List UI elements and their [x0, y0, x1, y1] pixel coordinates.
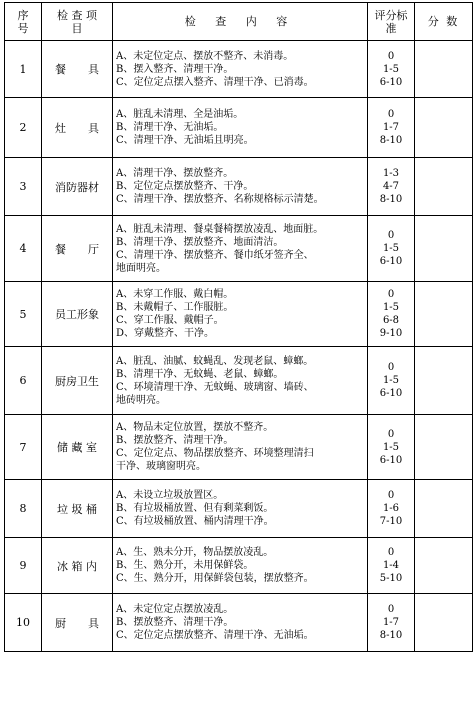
table-row [5, 282, 473, 347]
content-line: A、清理干净、摆放整齐。 [116, 168, 234, 179]
row-number: 3 [5, 158, 42, 216]
score-range: 0 [387, 547, 395, 558]
scoring-criteria [368, 347, 415, 415]
content-line: A、生、熟未分开，物品摆放凌乱。 [116, 547, 274, 558]
header-criteria-line2: 准 [385, 21, 397, 35]
score-range: 0 [387, 490, 395, 501]
content-line: B、未戴帽子、工作服脏。 [116, 302, 234, 313]
content-line: B、摆放整齐、清理干净。 [116, 617, 234, 628]
header-no-line2: 号 [17, 21, 29, 35]
table-row [5, 216, 473, 282]
score-range: 0 [387, 50, 395, 62]
score-range: 8-10 [379, 194, 403, 205]
points-cell[interactable] [415, 158, 473, 216]
header-points-label: 分 数 [427, 15, 460, 28]
table-row [5, 98, 473, 158]
score-range: 0 [387, 604, 395, 615]
score-range: 0 [387, 289, 395, 300]
points-cell[interactable] [415, 480, 473, 538]
content-line: C、有垃圾桶放置、桶内清理干净。 [116, 516, 274, 527]
scoring-criteria [368, 480, 415, 538]
score-range: 1-4 [382, 560, 400, 571]
points-cell[interactable] [415, 41, 473, 98]
score-range: 1-7 [382, 617, 400, 628]
content-line: A、未定位定点、摆放不整齐、未消毒。 [116, 50, 294, 62]
content-line: B、清理干净、无油垢。 [116, 122, 224, 133]
row-number: 9 [5, 538, 42, 594]
content-line: C、穿工作服、戴帽子。 [116, 315, 224, 326]
content-line: C、定位定点、物品摆放整齐、环境整理清扫 [116, 448, 314, 459]
content-line: A、脏乱、油腻、蚊蝇乱、发现老鼠、蟑螂。 [116, 355, 314, 367]
inspection-item: 消防器材 [42, 158, 113, 216]
row-number: 6 [5, 347, 42, 415]
score-range: 7-10 [379, 516, 403, 527]
scoring-criteria [368, 594, 415, 652]
inspection-content [113, 415, 368, 480]
table-row [5, 415, 473, 480]
inspection-item: 冰 箱 内 [42, 538, 113, 594]
row-number: 5 [5, 282, 42, 347]
scoring-criteria [368, 282, 415, 347]
header-item [42, 3, 113, 41]
content-line: B、清理干净、摆放整齐、地面清洁。 [116, 236, 284, 248]
table-row [5, 538, 473, 594]
inspection-content [113, 158, 368, 216]
content-line: 地砖明亮。 [116, 394, 166, 406]
content-line: A、未定位定点摆放凌乱。 [116, 604, 234, 615]
inspection-content [113, 216, 368, 282]
scoring-criteria [368, 216, 415, 282]
content-line: C、清理干净、摆放整齐、餐巾纸牙签齐全、 [116, 249, 314, 261]
score-range: 1-5 [382, 243, 400, 254]
inspection-item: 厨 具 [42, 594, 113, 652]
content-line: C、清理干净、无油垢且明亮。 [116, 135, 254, 146]
content-line: A、脏乱未清理、全是油垢。 [116, 109, 244, 120]
table-body [5, 41, 473, 652]
table-row [5, 480, 473, 538]
score-range: 0 [387, 428, 395, 440]
score-range: 8-10 [379, 630, 403, 641]
row-number: 10 [5, 594, 42, 652]
content-line: B、清理干净、无蚊蝇、老鼠、蟑螂。 [116, 368, 284, 380]
score-range: 0 [387, 109, 395, 120]
header-row [5, 3, 473, 41]
content-line: B、摆入整齐、清理干净。 [116, 63, 234, 75]
points-cell[interactable] [415, 347, 473, 415]
content-line: 地面明亮。 [116, 262, 166, 274]
score-range: 1-7 [382, 122, 400, 133]
score-range: 6-10 [379, 256, 403, 267]
inspection-content [113, 98, 368, 158]
points-cell[interactable] [415, 282, 473, 347]
points-cell[interactable] [415, 216, 473, 282]
content-line: C、定位定点摆放整齐、清理干净、无油垢。 [116, 630, 314, 641]
content-line: A、未穿工作服、戴白帽。 [116, 289, 234, 300]
points-cell[interactable] [415, 538, 473, 594]
scoring-criteria [368, 538, 415, 594]
score-range: 1-5 [382, 375, 400, 386]
header-no-line1: 序 [17, 8, 29, 22]
scoring-criteria [368, 41, 415, 98]
content-line: A、脏乱未清理、餐桌餐椅摆放凌乱、地面脏。 [116, 223, 324, 235]
score-range: 6-10 [379, 76, 403, 88]
table-row [5, 347, 473, 415]
table-row [5, 41, 473, 98]
inspection-content [113, 282, 368, 347]
row-number: 8 [5, 480, 42, 538]
inspection-item: 储 藏 室 [42, 415, 113, 480]
score-range: 1-5 [382, 302, 400, 313]
scoring-criteria [368, 415, 415, 480]
score-range: 9-10 [379, 328, 403, 339]
content-line: B、生、熟分开，未用保鲜袋。 [116, 560, 254, 571]
points-cell[interactable] [415, 415, 473, 480]
row-number: 4 [5, 216, 42, 282]
score-range: 5-10 [379, 573, 403, 584]
score-range: 6-10 [379, 454, 403, 466]
content-line: B、摆放整齐、清理干净。 [116, 435, 234, 446]
header-content-label: 检 查 内 容 [184, 15, 296, 28]
points-cell[interactable] [415, 594, 473, 652]
inspection-content [113, 594, 368, 652]
row-number: 2 [5, 98, 42, 158]
header-criteria [368, 3, 415, 41]
score-range: 6-10 [379, 388, 403, 399]
content-line: C、生、熟分开，用保鲜袋包装，摆放整齐。 [116, 573, 314, 584]
score-range: 1-5 [382, 441, 400, 453]
inspection-item: 厨房卫生 [42, 347, 113, 415]
header-item-line1: 检 查 项 [57, 8, 97, 22]
inspection-content [113, 347, 368, 415]
score-range: 4-7 [382, 181, 400, 192]
points-cell[interactable] [415, 98, 473, 158]
score-range: 8-10 [379, 135, 403, 146]
content-line: C、定位定点摆入整齐、清理干净、已消毒。 [116, 76, 314, 88]
content-line: 干净、玻璃窗明亮。 [116, 461, 206, 472]
score-range: 1-3 [382, 168, 400, 179]
inspection-content [113, 41, 368, 98]
content-line: A、未设立垃圾放置区。 [116, 490, 224, 501]
content-line: B、有垃圾桶放置、但有剩菜剩饭。 [116, 503, 274, 514]
header-content [113, 3, 368, 41]
content-line: D、穿戴整齐、干净。 [116, 328, 215, 339]
header-item-line2: 目 [71, 21, 83, 35]
content-line: B、定位定点摆放整齐、干净。 [116, 181, 254, 192]
inspection-table [4, 2, 473, 652]
header-points [415, 3, 473, 41]
row-number: 7 [5, 415, 42, 480]
score-range: 1-5 [382, 63, 400, 75]
header-criteria-line1: 评分标 [374, 8, 408, 22]
score-range: 0 [387, 362, 395, 373]
content-line: C、环境清理干净、无蚊蝇、玻璃窗、墙砖、 [116, 381, 314, 393]
score-range: 0 [387, 230, 395, 241]
scoring-criteria [368, 98, 415, 158]
table-row [5, 158, 473, 216]
inspection-item: 员工形象 [42, 282, 113, 347]
inspection-item: 餐 具 [42, 41, 113, 98]
inspection-content [113, 480, 368, 538]
header-no [5, 3, 42, 41]
score-range: 6-8 [382, 315, 400, 326]
inspection-content [113, 538, 368, 594]
score-range: 1-6 [382, 503, 400, 514]
inspection-sheet [4, 2, 472, 652]
inspection-item: 灶 具 [42, 98, 113, 158]
row-number: 1 [5, 41, 42, 98]
table-row [5, 594, 473, 652]
scoring-criteria [368, 158, 415, 216]
inspection-item: 餐 厅 [42, 216, 113, 282]
content-line: A、物品未定位放置，摆放不整齐。 [116, 422, 274, 433]
content-line: C、清理干净、摆放整齐、名称规格标示清楚。 [116, 194, 324, 205]
inspection-item: 垃 圾 桶 [42, 480, 113, 538]
